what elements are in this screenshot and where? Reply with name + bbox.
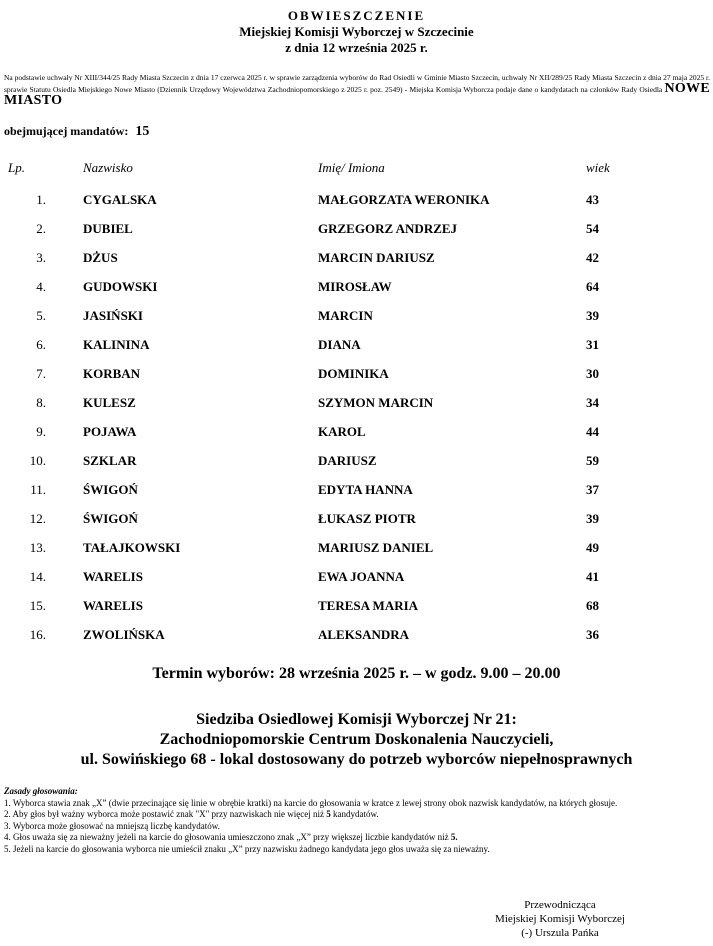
row-age: 37 (586, 482, 599, 497)
rule-text-after: kandydatów. (330, 809, 379, 819)
row-first-names: ŁUKASZ PIOTR (318, 511, 416, 526)
row-surname: KALININA (83, 337, 150, 352)
row-first-names: GRZEGORZ ANDRZEJ (318, 221, 458, 236)
row-surname: ŚWIGOŃ (83, 511, 138, 526)
row-lp: 13. (29, 540, 46, 555)
row-surname: JASIŃSKI (83, 308, 143, 323)
table-row (0, 627, 713, 656)
table-row (0, 366, 713, 395)
row-first-names: EWA JOANNA (318, 569, 405, 584)
document-date: z dnia 12 września 2025 r. (285, 40, 428, 55)
row-surname: POJAWA (83, 424, 137, 439)
rule-text: 1. Wyborca stawia znak „X” (dwie przecinające się linie w obrębie kratki) na karcie do głosowania w kratce z lewej strony obok nazwisk kandydatów, na których głosuje. (4, 797, 618, 808)
header-age: wiek (586, 160, 610, 175)
row-first-names: MARCIN (318, 308, 373, 323)
row-lp: 2. (36, 221, 46, 236)
rule-text: 4. Głos uważa się za nieważny jeżeli na karcie do głosowania umieszczono znak „X” przy większej liczbie kandydatów niż (4, 832, 451, 842)
rule-text: 2. Aby głos był ważny wyborca może postawić znak "X" przy nazwiskach nie więcej niż (4, 809, 327, 819)
polling-location (0, 710, 713, 770)
row-surname: DUBIEL (83, 221, 133, 236)
header-first-names: Imię/ Imiona (318, 160, 385, 175)
row-age: 39 (586, 511, 599, 526)
rule-limit: 5 (326, 809, 331, 819)
table-row (0, 569, 713, 598)
document-title: OBWIESZCZENIE (287, 8, 426, 23)
signature-body: Miejskiej Komisji Wyborczej (495, 913, 625, 925)
row-lp: 1. (36, 192, 46, 207)
rule-item (4, 844, 710, 856)
row-first-names: MIROSŁAW (318, 279, 392, 294)
row-surname: TAŁAJKOWSKI (83, 540, 181, 555)
row-age: 68 (586, 598, 599, 613)
table-row (0, 308, 713, 337)
row-surname: SZKLAR (83, 453, 137, 468)
row-lp: 10. (29, 453, 46, 468)
table-row (0, 511, 713, 540)
row-first-names: MARCIN DARIUSZ (318, 250, 435, 265)
rule-text: 5. Jeżeli na karcie do głosowania wyborca nie umieścił znaku „X” przy nazwisku żadnego kandydata jego głos uważa się za nieważny. (4, 843, 490, 854)
row-age: 36 (586, 627, 599, 642)
document-subtitle: Miejskiej Komisji Wyborczej w Szczecinie (239, 24, 474, 39)
table-row (0, 279, 713, 308)
row-first-names: DARIUSZ (318, 453, 377, 468)
row-first-names: KAROL (318, 424, 366, 439)
mandates-line (4, 124, 149, 140)
row-first-names: DOMINIKA (318, 366, 389, 381)
table-row (0, 192, 713, 221)
table-row (0, 424, 713, 453)
rule-text: 3. Wyborca może głosować na mniejszą liczbę kandydatów. (4, 820, 220, 831)
signature-name: (-) Urszula Pańka (521, 927, 599, 939)
row-first-names: MAŁGORZATA WERONIKA (318, 192, 490, 207)
signature-block (440, 898, 680, 940)
table-row (0, 453, 713, 482)
row-lp: 8. (36, 395, 46, 410)
header-lp: Lp. (8, 160, 25, 175)
row-lp: 7. (36, 366, 46, 381)
row-surname: WARELIS (83, 598, 143, 613)
signature-role: Przewodnicząca (524, 899, 596, 911)
candidates-table (0, 192, 713, 656)
rule-item (4, 821, 710, 833)
table-header (0, 160, 713, 178)
table-row (0, 482, 713, 511)
row-age: 49 (586, 540, 599, 555)
election-date: Termin wyborów: 28 września 2025 r. – w godz. 9.00 – 20.00 (152, 665, 561, 682)
row-lp: 9. (36, 424, 46, 439)
location-line-1: Siedziba Osiedlowej Komisji Wyborczej Nr 21: (196, 711, 517, 728)
row-surname: ZWOLIŃSKA (83, 627, 165, 642)
row-surname: ŚWIGOŃ (83, 482, 138, 497)
row-age: 34 (586, 395, 599, 410)
intro-paragraph (4, 72, 710, 107)
row-surname: GUDOWSKI (83, 279, 158, 294)
row-surname: KORBAN (83, 366, 141, 381)
row-lp: 11. (30, 482, 46, 497)
row-age: 42 (586, 250, 599, 265)
row-surname: CYGALSKA (83, 192, 157, 207)
row-lp: 5. (36, 308, 46, 323)
header-surname: Nazwisko (83, 160, 133, 175)
table-row (0, 337, 713, 366)
table-row (0, 250, 713, 279)
mandates-count: 15 (135, 124, 150, 139)
row-age: 64 (586, 279, 599, 294)
row-lp: 14. (29, 569, 46, 584)
rule-item (4, 798, 710, 810)
rule-item (4, 809, 710, 821)
row-age: 43 (586, 192, 599, 207)
row-lp: 6. (36, 337, 46, 352)
row-lp: 12. (29, 511, 46, 526)
rule-item (4, 832, 710, 844)
row-age: 44 (586, 424, 599, 439)
row-lp: 4. (36, 279, 46, 294)
row-age: 41 (586, 569, 599, 584)
table-row (0, 395, 713, 424)
row-first-names: TERESA MARIA (318, 598, 419, 613)
table-row (0, 540, 713, 569)
row-surname: KULESZ (83, 395, 136, 410)
row-lp: 15. (29, 598, 46, 613)
row-surname: WARELIS (83, 569, 143, 584)
row-first-names: ALEKSANDRA (318, 627, 410, 642)
voting-rules (4, 786, 710, 855)
row-age: 59 (586, 453, 599, 468)
row-lp: 3. (36, 250, 46, 265)
row-first-names: MARIUSZ DANIEL (318, 540, 434, 555)
row-lp: 16. (29, 627, 46, 642)
row-age: 39 (586, 308, 599, 323)
intro-text: Na podstawie uchwały Nr XIII/344/25 Rady Miasta Szczecin z dnia 17 czerwca 2025 r. w sprawie zarządzenia wyborów do Rad Osiedli w Gminie Miasto Szczecin, uchwały Nr XII/289/25 Rady Miasta Szczecin z dnia 27 maja 2025 r. sprawie Statutu Osiedla Miejskiego Nowe Miasto (Dziennik Urzędowy Województwa Zachodniopomorskiego z 2025 r. poz. 2549) - Miejska Komisja Wyborcza podaje dane o kandydatach na członków Rady Osiedla (4, 73, 710, 94)
location-line-2: Zachodniopomorskie Centrum Doskonalenia Nauczycieli, (159, 731, 554, 748)
table-row (0, 598, 713, 627)
district-name: NOWE MIASTO (4, 81, 710, 108)
rules-title: Zasady głosowania: (4, 786, 78, 796)
mandates-label: obejmującej mandatów: (4, 124, 129, 138)
row-age: 54 (586, 221, 599, 236)
table-row (0, 221, 713, 250)
row-surname: DŻUS (83, 250, 118, 265)
row-age: 31 (586, 337, 599, 352)
row-first-names: DIANA (318, 337, 361, 352)
row-age: 30 (586, 366, 599, 381)
document-header (0, 8, 713, 56)
row-first-names: EDYTA HANNA (318, 482, 413, 497)
rule-limit: 5. (450, 832, 458, 842)
location-line-3: ul. Sowińskiego 68 - lokal dostosowany do potrzeb wyborców niepełnosprawnych (80, 751, 633, 768)
row-first-names: SZYMON MARCIN (318, 395, 434, 410)
